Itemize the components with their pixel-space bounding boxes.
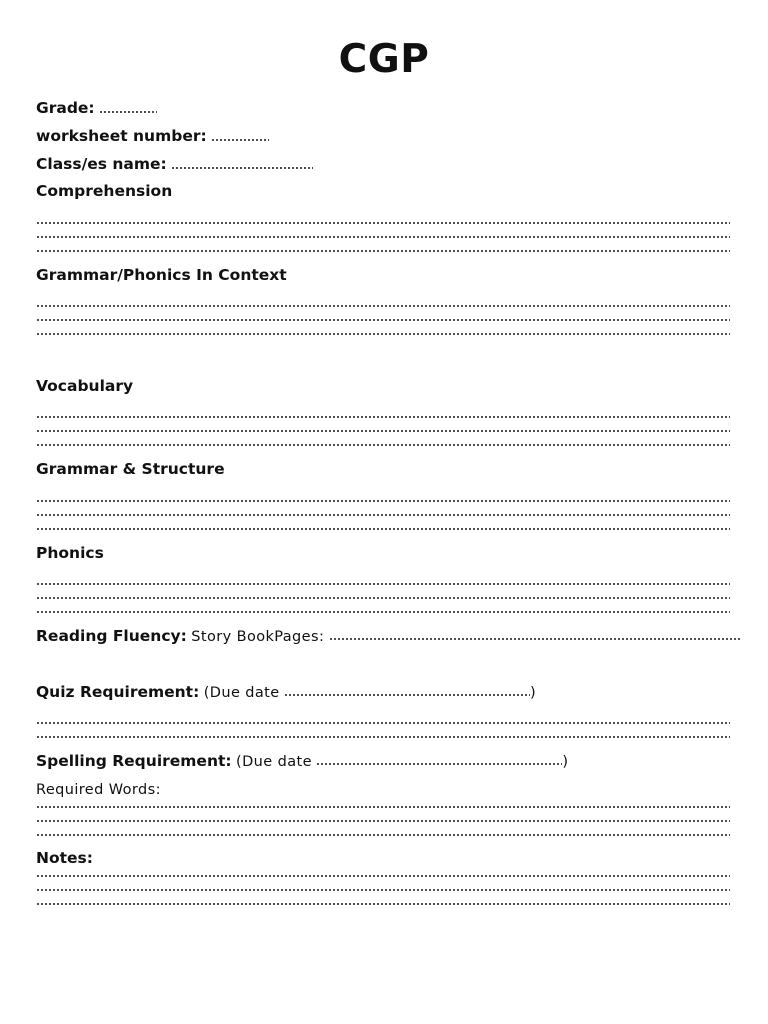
reading-fluency-label: Reading Fluency: — [36, 627, 187, 645]
spelling-requirement-label: Spelling Requirement: — [36, 752, 232, 770]
comprehension-line[interactable] — [36, 250, 730, 252]
phonics-line[interactable] — [36, 583, 730, 585]
spelling-due-date-close: ) — [562, 754, 569, 770]
grammar-phonics-context-heading — [36, 265, 287, 286]
spelling-requirement-row — [36, 751, 568, 772]
grade-blank[interactable] — [99, 111, 157, 113]
vocabulary-heading — [36, 376, 133, 397]
quiz-due-date-blank[interactable] — [284, 694, 530, 696]
grade-field — [36, 98, 157, 119]
notes-label: Notes: — [36, 849, 93, 867]
grammar-structure-label: Grammar & Structure — [36, 460, 225, 478]
comprehension-line[interactable] — [36, 236, 730, 238]
notes-heading — [36, 848, 93, 869]
grammar-phonics-context-line[interactable] — [36, 305, 730, 307]
quiz-line[interactable] — [36, 722, 730, 724]
grammar-structure-line[interactable] — [36, 528, 730, 530]
story-book-pages-blank[interactable] — [329, 638, 741, 640]
grammar-phonics-context-line[interactable] — [36, 333, 730, 335]
grammar-phonics-context-line[interactable] — [36, 319, 730, 321]
comprehension-line[interactable] — [36, 222, 730, 224]
quiz-requirement-row — [36, 682, 536, 703]
quiz-due-date-label: (Due date — [203, 685, 280, 701]
worksheet-number-label: worksheet number: — [36, 127, 207, 145]
class-name-label: Class/es name: — [36, 155, 167, 173]
comprehension-label: Comprehension — [36, 182, 173, 200]
vocabulary-line[interactable] — [36, 444, 730, 446]
page-title: CGP — [338, 37, 430, 82]
quiz-line[interactable] — [36, 736, 730, 738]
story-book-pages-label: Story BookPages: — [191, 629, 325, 645]
notes-line[interactable] — [36, 889, 730, 891]
vocabulary-line[interactable] — [36, 416, 730, 418]
grade-label: Grade: — [36, 99, 95, 117]
required-words-row — [36, 780, 161, 800]
spelling-due-date-blank[interactable] — [316, 763, 562, 765]
phonics-line[interactable] — [36, 597, 730, 599]
quiz-due-date-close: ) — [530, 685, 537, 701]
vocabulary-line[interactable] — [36, 430, 730, 432]
phonics-heading — [36, 543, 104, 564]
required-words-label: Required Words: — [36, 782, 161, 798]
reading-fluency-row — [36, 626, 730, 647]
spelling-due-date-label: (Due date — [236, 754, 312, 770]
grammar-structure-line[interactable] — [36, 500, 730, 502]
vocabulary-label: Vocabulary — [36, 377, 134, 395]
grammar-structure-line[interactable] — [36, 514, 730, 516]
grammar-phonics-context-label: Grammar/Phonics In Context — [36, 266, 287, 284]
class-name-blank[interactable] — [171, 167, 313, 169]
required-words-line[interactable] — [36, 834, 730, 836]
phonics-line[interactable] — [36, 611, 730, 613]
notes-line[interactable] — [36, 875, 730, 877]
required-words-line[interactable] — [36, 820, 730, 822]
quiz-requirement-label: Quiz Requirement: — [36, 683, 200, 701]
required-words-line[interactable] — [36, 806, 730, 808]
notes-line[interactable] — [36, 903, 730, 905]
grammar-structure-heading — [36, 459, 225, 480]
class-name-field — [36, 154, 313, 175]
worksheet-number-field — [36, 126, 269, 147]
comprehension-heading — [36, 181, 172, 202]
phonics-label: Phonics — [36, 544, 104, 562]
worksheet-number-blank[interactable] — [211, 139, 269, 141]
